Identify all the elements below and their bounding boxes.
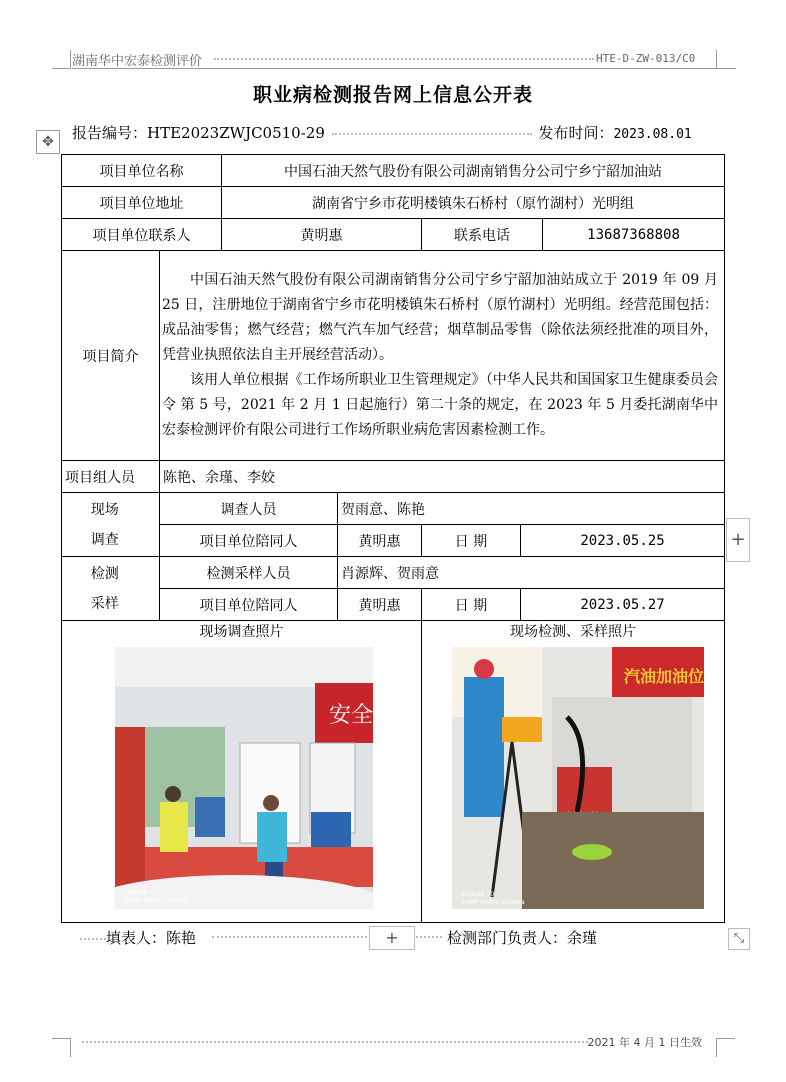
add-row-button[interactable]: + <box>369 926 415 950</box>
intro-paragraph-1: 中国石油天然气股份有限公司湖南销售分公司宁乡宁韶加油站成立于 2019 年 09 月 25 日，注册地位于湖南省宁乡市花明楼镇朱石桥村（原竹湖村）光明组。经营范围包括：成品油零售；燃气经营；燃气汽车加气经营；烟草制品零售（除依法须经批准的项目外，凭营业执照依法自主开展经营活动）。 <box>162 272 719 363</box>
header-rule <box>72 68 736 69</box>
investigators-label: 调查人员 <box>160 493 338 525</box>
intro-label: 项目简介 <box>62 251 160 461</box>
table-resize-icon[interactable]: ⤡ <box>728 928 750 950</box>
add-column-button[interactable]: + <box>726 518 750 562</box>
survey-date: 2023.05.25 <box>521 525 725 557</box>
photo2-cell <box>422 621 725 923</box>
investigators: 贺雨意、陈艳 <box>338 493 725 525</box>
samplers: 肖源辉、贺雨意 <box>338 557 725 589</box>
survey-label-1: 现场 <box>90 501 119 518</box>
page-title: 职业病检测报告网上信息公开表 <box>252 84 533 106</box>
publish-date: 2023.08.01 <box>613 127 692 142</box>
site-sampling-photo <box>452 647 704 909</box>
test-label <box>62 557 148 621</box>
footer-dots-2 <box>416 936 442 938</box>
photo2-watermark-2: 54MP Matrix Camera <box>462 899 525 906</box>
escort-name: 黄明惠 <box>338 525 422 557</box>
footer-dots-1 <box>212 936 367 938</box>
sample-date: 2023.05.27 <box>521 589 725 621</box>
photo2-caption: 现场检测、采样照片 <box>510 624 637 640</box>
bottom-dots <box>82 1041 588 1043</box>
survey-label <box>62 493 148 557</box>
report-table <box>61 154 725 923</box>
unit-address-label: 项目单位地址 <box>62 187 222 219</box>
photo2-banner-text: 汽油加油位 <box>624 667 705 686</box>
table-move-handle-icon[interactable]: ✥ <box>36 130 60 154</box>
test-label-2: 采样 <box>90 595 119 612</box>
corner-mark-bottom-left <box>52 1038 71 1057</box>
header-doc-code: HTE-D-ZW-013/C0 <box>596 52 696 65</box>
test-label-pad <box>148 557 160 621</box>
photo1-watermark-1: HONOR 70 <box>125 889 158 896</box>
meta-dots <box>332 133 532 135</box>
unit-address: 湖南省宁乡市花明楼镇朱石桥村（原竹湖村）光明组 <box>222 187 725 219</box>
survey-label-pad <box>148 493 160 557</box>
team-label: 项目组人员 <box>62 461 160 493</box>
header-dots <box>214 58 594 60</box>
escort-label: 项目单位陪同人 <box>160 525 338 557</box>
contact-label: 项目单位联系人 <box>62 219 222 251</box>
contact-name: 黄明惠 <box>222 219 422 251</box>
publish-label: 发布时间： <box>538 124 614 142</box>
footer-responsible: 检测部门负责人：余瑾 <box>447 929 598 947</box>
phone-number: 13687368808 <box>543 219 725 251</box>
photo1-caption: 现场调查照片 <box>199 624 284 640</box>
sample-date-label: 日 期 <box>422 589 521 621</box>
report-no-label: 报告编号： <box>72 124 148 142</box>
escort2-label: 项目单位陪同人 <box>160 589 338 621</box>
report-meta <box>72 122 712 143</box>
survey-label-2: 调查 <box>90 531 119 548</box>
survey-date-label: 日 期 <box>422 525 521 557</box>
unit-name-label: 项目单位名称 <box>62 155 222 187</box>
corner-mark-bottom-right <box>716 1038 735 1057</box>
photo2-watermark-1: HONOR 70 <box>462 891 495 898</box>
escort2-name: 黄明惠 <box>338 589 422 621</box>
corner-mark-top-left <box>52 50 71 69</box>
sign-text: 安全 <box>329 703 373 728</box>
filler-text: 填表人：陈艳 <box>106 929 197 947</box>
report-no: HTE2023ZWJC0510-29 <box>147 124 325 142</box>
photo1-cell <box>62 621 422 923</box>
footer-filler <box>80 927 196 948</box>
phone-label: 联系电话 <box>422 219 543 251</box>
photo1-watermark-2: 54MP Matrix Camera <box>125 897 188 904</box>
unit-name: 中国石油天然气股份有限公司湖南销售分公司宁乡宁韶加油站 <box>222 155 725 187</box>
intro-paragraph-2: 该用人单位根据《工作场所职业卫生管理规定》（中华人民共和国国家卫生健康委员会令 第 5 号，2021 年 2 月 1 日起施行）第二十条的规定，在 2023 年 5 月委托湖南华中宏泰检测评价有限公司进行工作场所职业病危害因素检测工作。 <box>162 372 719 438</box>
effective-date-note: 2021 年 4 月 1 日生效 <box>587 1036 702 1049</box>
header-company: 湖南华中宏泰检测评价 <box>72 54 203 69</box>
team-members: 陈艳、余瑾、李姣 <box>160 461 725 493</box>
samplers-label: 检测采样人员 <box>160 557 338 589</box>
corner-mark-top-right <box>716 50 735 69</box>
test-label-1: 检测 <box>90 565 119 582</box>
site-survey-photo <box>115 647 373 909</box>
intro-text <box>160 251 725 461</box>
